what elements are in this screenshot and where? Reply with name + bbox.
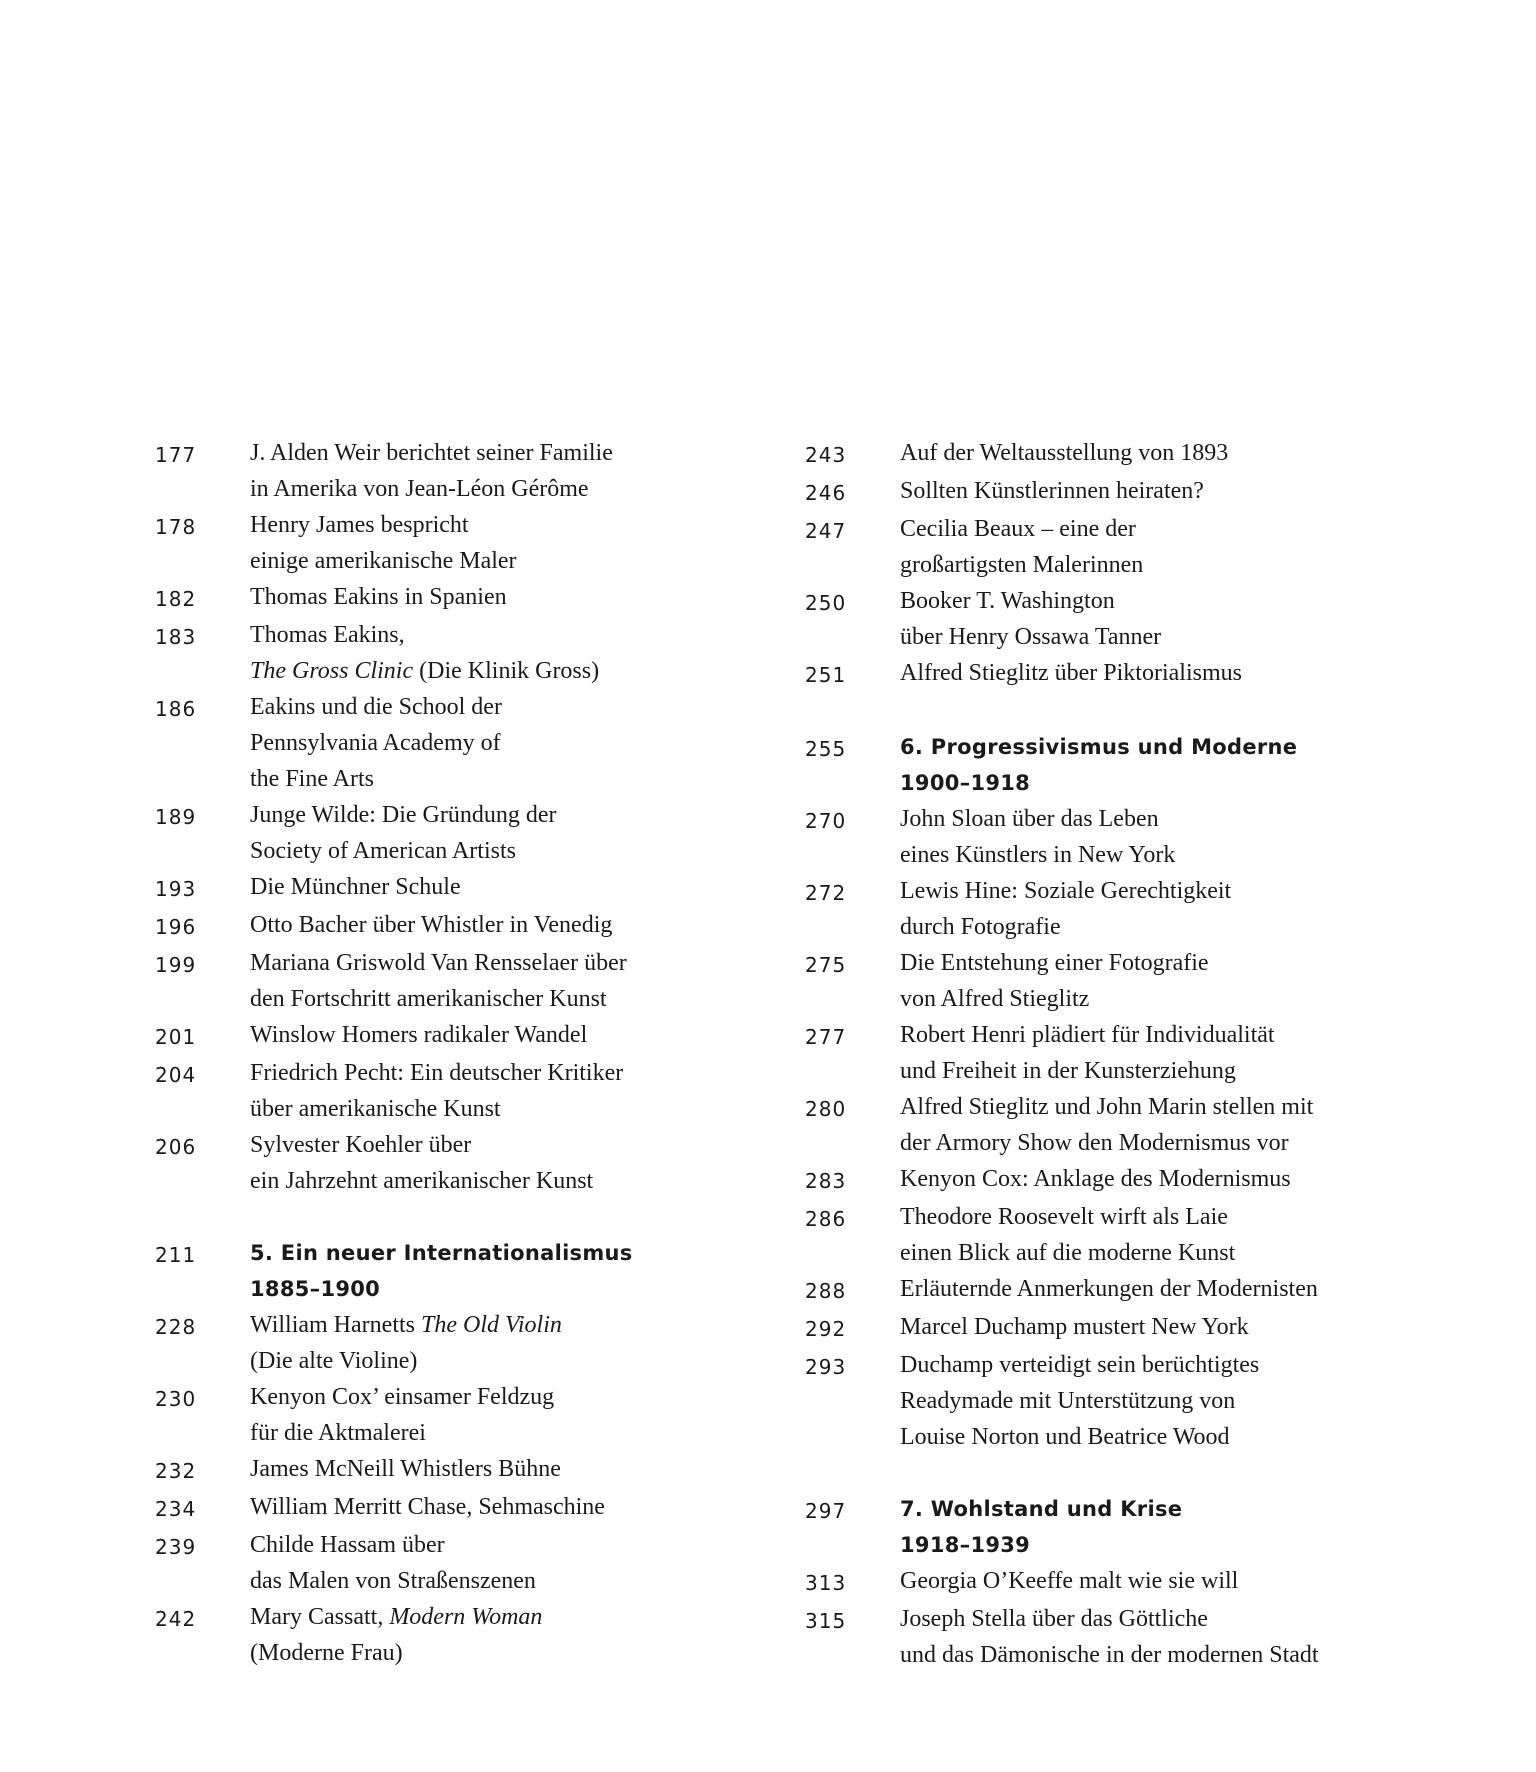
- toc-entry: [805, 511, 1405, 583]
- page-number: 247: [805, 519, 847, 543]
- title-line: [250, 1163, 715, 1199]
- title-line: [900, 1601, 1405, 1637]
- title-line: [900, 1309, 1405, 1345]
- title-line: [250, 471, 715, 507]
- toc-entry: [805, 1601, 1405, 1673]
- title-line: [250, 945, 715, 981]
- chapter-heading: [805, 1491, 1405, 1563]
- entry-title: [250, 907, 715, 943]
- toc-entry: [805, 1271, 1405, 1309]
- title-line: [250, 1451, 715, 1487]
- page-number: 270: [805, 809, 847, 833]
- title-line: [900, 1637, 1405, 1673]
- toc-entry: [805, 1309, 1405, 1347]
- section-spacer: [805, 693, 1405, 729]
- toc-entry: [805, 945, 1405, 1017]
- toc-entry: [155, 1489, 715, 1527]
- text-segment: Society of American Artists: [250, 838, 516, 864]
- title-line: [250, 1127, 715, 1163]
- page-number: 280: [805, 1097, 847, 1121]
- text-segment: 7. Wohlstand und Krise: [900, 1497, 1183, 1521]
- page-number: 242: [155, 1607, 197, 1631]
- entry-title: [250, 1127, 715, 1199]
- title-line: [900, 801, 1405, 837]
- text-segment: Kenyon Cox’ einsamer Feldzug: [250, 1384, 555, 1410]
- text-segment: Joseph Stella über das Göttliche: [900, 1606, 1208, 1632]
- text-segment: Sollten Künstlerinnen heiraten?: [900, 478, 1204, 504]
- text-segment: Duchamp verteidigt sein berüchtigtes: [900, 1352, 1260, 1378]
- page-number: 201: [155, 1025, 197, 1049]
- title-line: [900, 1017, 1405, 1053]
- toc-entry: [155, 1307, 715, 1379]
- page-number: 230: [155, 1387, 197, 1411]
- page-number: 288: [805, 1279, 847, 1303]
- toc-entry: [155, 1017, 715, 1055]
- toc-entry: [805, 1089, 1405, 1161]
- page-number: 234: [155, 1497, 197, 1521]
- toc-entry: [805, 801, 1405, 873]
- text-segment: Thomas Eakins,: [250, 622, 405, 648]
- page-number: 196: [155, 915, 197, 939]
- toc-entry: [155, 1055, 715, 1127]
- toc-entry: [155, 1451, 715, 1489]
- toc-entry: [155, 1527, 715, 1599]
- text-segment: Louise Norton und Beatrice Wood: [900, 1424, 1230, 1450]
- text-segment: in Amerika von Jean-Léon Gérôme: [250, 476, 589, 502]
- entry-title: [900, 1309, 1405, 1345]
- page-number: 183: [155, 625, 197, 649]
- toc-entry: [155, 579, 715, 617]
- title-line: [250, 725, 715, 761]
- entry-title: [250, 1489, 715, 1525]
- title-line: [250, 689, 715, 725]
- entry-title: [900, 1271, 1405, 1307]
- title-line: [900, 619, 1405, 655]
- chapter-title: [900, 729, 1405, 801]
- text-segment: William Harnetts: [250, 1312, 421, 1338]
- entry-title: [900, 1199, 1405, 1271]
- entry-title: [250, 1451, 715, 1487]
- text-segment: über amerikanische Kunst: [250, 1096, 501, 1122]
- title-line: [250, 653, 715, 689]
- page-number: 286: [805, 1207, 847, 1231]
- text-segment: Cecilia Beaux – eine der: [900, 516, 1136, 542]
- text-segment: großartigsten Malerinnen: [900, 552, 1144, 578]
- text-segment: Readymade mit Unterstützung von: [900, 1388, 1236, 1414]
- text-segment: Eakins und die School der: [250, 694, 502, 720]
- title-line: [250, 543, 715, 579]
- page-number: 255: [805, 737, 847, 761]
- entry-title: [900, 435, 1405, 471]
- title-line: [250, 1563, 715, 1599]
- toc-entry: [805, 1563, 1405, 1601]
- page-number: 204: [155, 1063, 197, 1087]
- title-line: [250, 907, 715, 943]
- toc-column-right: [805, 435, 1405, 1673]
- text-segment: Childe Hassam über: [250, 1532, 445, 1558]
- entry-title: [250, 689, 715, 797]
- toc-entry: [805, 873, 1405, 945]
- entry-title: [250, 617, 715, 689]
- page-number: 297: [805, 1499, 847, 1523]
- page-number: 251: [805, 663, 847, 687]
- title-line: [250, 1055, 715, 1091]
- title-line: [250, 1635, 715, 1671]
- text-segment: Auf der Weltausstellung von 1893: [900, 440, 1229, 466]
- page-number: 193: [155, 877, 197, 901]
- title-line: [250, 1489, 715, 1525]
- entry-title: [250, 1307, 715, 1379]
- entry-title: [250, 1527, 715, 1599]
- page-number: 283: [805, 1169, 847, 1193]
- page-number: 206: [155, 1135, 197, 1159]
- text-segment: einen Blick auf die moderne Kunst: [900, 1240, 1236, 1266]
- title-line: [250, 833, 715, 869]
- toc-entry: [805, 1347, 1405, 1455]
- title-line: [900, 1419, 1405, 1455]
- title-line: [900, 583, 1405, 619]
- toc-entry: [155, 1127, 715, 1199]
- text-segment: Sylvester Koehler über: [250, 1132, 472, 1158]
- title-line: [250, 1235, 715, 1271]
- text-segment: Theodore Roosevelt wirft als Laie: [900, 1204, 1228, 1230]
- section-spacer: [805, 1455, 1405, 1491]
- text-segment: ein Jahrzehnt amerikanischer Kunst: [250, 1168, 594, 1194]
- text-segment: über Henry Ossawa Tanner: [900, 624, 1162, 650]
- title-line: [250, 579, 715, 615]
- page-number: 293: [805, 1355, 847, 1379]
- title-line: [900, 1199, 1405, 1235]
- title-line: [900, 435, 1405, 471]
- text-segment: 1918–1939: [900, 1533, 1031, 1557]
- toc-entry: [155, 617, 715, 689]
- text-segment: Booker T. Washington: [900, 588, 1115, 614]
- entry-title: [250, 1017, 715, 1053]
- entry-title: [250, 945, 715, 1017]
- title-line: [900, 1271, 1405, 1307]
- page-number: 275: [805, 953, 847, 977]
- entry-title: [900, 473, 1405, 509]
- entry-title: [900, 583, 1405, 655]
- title-line: [900, 909, 1405, 945]
- text-segment: 5. Ein neuer Internationalismus: [250, 1241, 633, 1265]
- title-line: [900, 511, 1405, 547]
- text-segment: 1900–1918: [900, 771, 1031, 795]
- text-segment: einige amerikanische Maler: [250, 548, 517, 574]
- text-segment: Die Entstehung einer Fotografie: [900, 950, 1209, 976]
- title-line: [250, 1091, 715, 1127]
- title-line: [250, 1017, 715, 1053]
- text-segment: Otto Bacher über Whistler in Venedig: [250, 912, 613, 938]
- title-line: [900, 1235, 1405, 1271]
- entry-title: [900, 1563, 1405, 1599]
- toc-entry: [155, 689, 715, 797]
- title-line: [900, 547, 1405, 583]
- text-segment: der Armory Show den Modernismus vor: [900, 1130, 1289, 1156]
- title-line: [900, 1125, 1405, 1161]
- page-number: 228: [155, 1315, 197, 1339]
- text-segment: Pennsylvania Academy of: [250, 730, 501, 756]
- title-line: [900, 765, 1405, 801]
- entry-title: [900, 945, 1405, 1017]
- text-segment: Marcel Duchamp mustert New York: [900, 1314, 1249, 1340]
- toc-entry: [805, 1199, 1405, 1271]
- page-number: 186: [155, 697, 197, 721]
- text-segment: für die Aktmalerei: [250, 1420, 426, 1446]
- toc-entry: [155, 1379, 715, 1451]
- entry-title: [250, 797, 715, 869]
- title-line: [250, 507, 715, 543]
- title-line: [250, 1599, 715, 1635]
- chapter-title: [900, 1491, 1405, 1563]
- entry-title: [900, 801, 1405, 873]
- title-line: [900, 655, 1405, 691]
- title-line: [250, 1415, 715, 1451]
- text-segment: Kenyon Cox: Anklage des Modernismus: [900, 1166, 1291, 1192]
- title-line: [900, 473, 1405, 509]
- text-segment: durch Fotografie: [900, 914, 1061, 940]
- section-spacer: [155, 1199, 715, 1235]
- toc-entry: [155, 507, 715, 579]
- toc-entry: [805, 435, 1405, 473]
- title-line: [900, 1053, 1405, 1089]
- entry-title: [900, 873, 1405, 945]
- chapter-heading: [155, 1235, 715, 1307]
- text-segment: the Fine Arts: [250, 766, 374, 792]
- page-number: 272: [805, 881, 847, 905]
- title-line: [900, 945, 1405, 981]
- page-number: 250: [805, 591, 847, 615]
- text-segment: den Fortschritt amerikanischer Kunst: [250, 986, 607, 1012]
- work-title-italic: The Old Violin: [421, 1312, 562, 1338]
- page-number: 315: [805, 1609, 847, 1633]
- entry-title: [900, 1601, 1405, 1673]
- title-line: [250, 1379, 715, 1415]
- text-segment: von Alfred Stieglitz: [900, 986, 1090, 1012]
- toc-entry: [155, 797, 715, 869]
- title-line: [900, 1383, 1405, 1419]
- toc-entry: [155, 435, 715, 507]
- title-line: [250, 1271, 715, 1307]
- entry-title: [900, 1347, 1405, 1455]
- title-line: [900, 837, 1405, 873]
- page-number: 239: [155, 1535, 197, 1559]
- text-segment: Die Münchner Schule: [250, 874, 461, 900]
- toc-entry: [805, 473, 1405, 511]
- text-segment: Junge Wilde: Die Gründung der: [250, 802, 557, 828]
- text-segment: John Sloan über das Leben: [900, 806, 1159, 832]
- title-line: [250, 435, 715, 471]
- title-line: [900, 1347, 1405, 1383]
- toc-entry: [155, 907, 715, 945]
- toc-entry: [805, 1017, 1405, 1089]
- entry-title: [250, 507, 715, 579]
- text-segment: Alfred Stieglitz über Piktorialismus: [900, 660, 1242, 686]
- entry-title: [250, 435, 715, 507]
- title-line: [250, 1343, 715, 1379]
- text-segment: (Die alte Violine): [250, 1348, 418, 1374]
- page-number: 277: [805, 1025, 847, 1049]
- text-segment: eines Künstlers in New York: [900, 842, 1176, 868]
- text-segment: William Merritt Chase, Sehmaschine: [250, 1494, 605, 1520]
- title-line: [900, 873, 1405, 909]
- title-line: [250, 761, 715, 797]
- toc-column-left: [155, 435, 715, 1671]
- toc-entry: [805, 1161, 1405, 1199]
- entry-title: [250, 579, 715, 615]
- title-line: [250, 869, 715, 905]
- page-number: 211: [155, 1243, 197, 1267]
- work-title-italic: Modern Woman: [389, 1604, 543, 1630]
- title-line: [250, 1307, 715, 1343]
- page-number: 246: [805, 481, 847, 505]
- text-segment: Mary Cassatt,: [250, 1604, 390, 1630]
- page-number: 182: [155, 587, 197, 611]
- text-segment: Thomas Eakins in Spanien: [250, 584, 507, 610]
- work-title-italic: The Gross Clinic: [250, 658, 414, 684]
- title-line: [900, 1161, 1405, 1197]
- title-line: [250, 981, 715, 1017]
- text-segment: und Freiheit in der Kunsterziehung: [900, 1058, 1236, 1084]
- text-segment: Mariana Griswold Van Rensselaer über: [250, 950, 627, 976]
- text-segment: das Malen von Straßenszenen: [250, 1568, 536, 1594]
- page-number: 177: [155, 443, 197, 467]
- text-segment: Robert Henri plädiert für Individualität: [900, 1022, 1275, 1048]
- title-line: [900, 1563, 1405, 1599]
- text-segment: 6. Progressivismus und Moderne: [900, 735, 1298, 759]
- entry-title: [250, 1379, 715, 1451]
- entry-title: [900, 1161, 1405, 1197]
- text-segment: Lewis Hine: Soziale Gerechtigkeit: [900, 878, 1232, 904]
- entry-title: [900, 1017, 1405, 1089]
- title-line: [250, 617, 715, 653]
- page-number: 292: [805, 1317, 847, 1341]
- entry-title: [900, 511, 1405, 583]
- chapter-heading: [805, 729, 1405, 801]
- page-number: 199: [155, 953, 197, 977]
- page-number: 232: [155, 1459, 197, 1483]
- toc-entry: [155, 1599, 715, 1671]
- title-line: [250, 1527, 715, 1563]
- toc-entry: [155, 945, 715, 1017]
- title-line: [250, 797, 715, 833]
- title-line: [900, 1491, 1405, 1527]
- title-line: [900, 1527, 1405, 1563]
- page-number: 243: [805, 443, 847, 467]
- title-line: [900, 1089, 1405, 1125]
- toc-entry: [805, 583, 1405, 655]
- entry-title: [250, 869, 715, 905]
- page-number: 189: [155, 805, 197, 829]
- entry-title: [900, 1089, 1405, 1161]
- chapter-title: [250, 1235, 715, 1307]
- title-line: [900, 729, 1405, 765]
- page-number: 178: [155, 515, 197, 539]
- page-number: 313: [805, 1571, 847, 1595]
- entry-title: [250, 1055, 715, 1127]
- toc-entry: [805, 655, 1405, 693]
- toc-entry: [155, 869, 715, 907]
- text-segment: James McNeill Whistlers Bühne: [250, 1456, 561, 1482]
- text-segment: Alfred Stieglitz und John Marin stellen mit: [900, 1094, 1314, 1120]
- text-segment: Erläuternde Anmerkungen der Modernisten: [900, 1276, 1318, 1302]
- text-segment: (Die Klinik Gross): [413, 658, 600, 684]
- text-segment: und das Dämonische in der modernen Stadt: [900, 1642, 1319, 1668]
- text-segment: J. Alden Weir berichtet seiner Familie: [250, 440, 613, 466]
- text-segment: Friedrich Pecht: Ein deutscher Kritiker: [250, 1060, 624, 1086]
- entry-title: [250, 1599, 715, 1671]
- title-line: [900, 981, 1405, 1017]
- text-segment: Henry James bespricht: [250, 512, 469, 538]
- text-segment: Winslow Homers radikaler Wandel: [250, 1022, 588, 1048]
- text-segment: Georgia O’Keeffe malt wie sie will: [900, 1568, 1239, 1594]
- entry-title: [900, 655, 1405, 691]
- text-segment: 1885–1900: [250, 1277, 381, 1301]
- text-segment: (Moderne Frau): [250, 1640, 403, 1666]
